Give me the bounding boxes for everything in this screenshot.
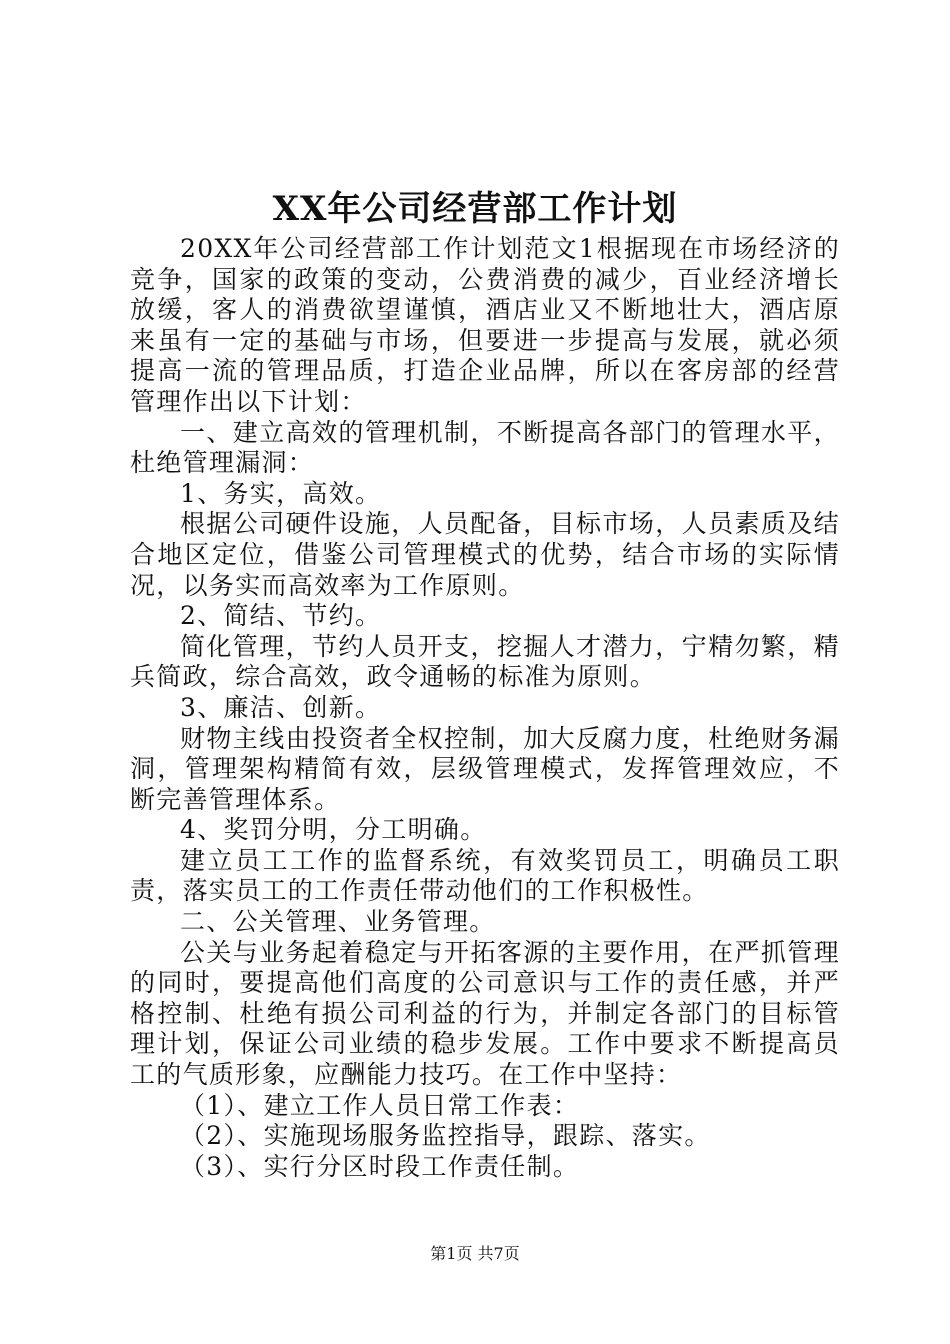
paragraph: 公关与业务起着稳定与开拓客源的主要作用，在严抓管理的同时，要提高他们高度的公司意识与工作的责任感，并严格控制、杜绝有损公司利益的行为，并制定各部门的目标管理计划，保证公司业绩的稳步发展。工作中要求不断提高员工的气质形象，应酬能力技巧。在工作中坚持： [130, 937, 840, 1090]
paragraph: 简化管理，节约人员开支，挖掘人才潜力，宁精勿繁，精兵简政，综合高效，政令通畅的标准为原则。 [130, 631, 840, 692]
paragraph: 4、奖罚分明，分工明确。 [180, 815, 487, 845]
paragraph: 1、务实，高效。 [180, 478, 382, 508]
page-footer: 第1页 共7页 [430, 1244, 520, 1263]
paragraph: （2）、实施现场服务监控指导，跟踪、落实。 [180, 1121, 711, 1151]
paragraph: 建立员工工作的监督系统，有效奖罚员工，明确员工职责，落实员工的工作责任带动他们的工作积极性。 [130, 845, 840, 906]
paragraph: 一、建立高效的管理机制，不断提高各部门的管理水平，杜绝管理漏洞： [130, 417, 840, 478]
document-title: XX年公司经营部工作计划 [272, 189, 678, 229]
paragraph: 财物主线由投资者全权控制，加大反腐力度，杜绝财务漏洞，管理架构精简有效，层级管理模式，发挥管理效应，不断完善管理体系。 [130, 723, 840, 814]
paragraph: 根据公司硬件设施，人员配备，目标市场，人员素质及结合地区定位，借鉴公司管理模式的优势，结合市场的实际情况，以务实而高效率为工作原则。 [130, 509, 840, 600]
paragraph: 二、公关管理、业务管理。 [180, 907, 496, 937]
paragraph: 3、廉洁、创新。 [180, 692, 382, 722]
paragraph: 2、简结、节约。 [180, 601, 382, 631]
paragraph: 20XX年公司经营部工作计划范文1根据现在市场经济的竞争，国家的政策的变动，公费消费的减少，百业经济增长放缓，客人的消费欲望谨慎，酒店业又不断地壮大，酒店原来虽有一定的基础与市场，但要进一步提高与发展，就必须提高一流的管理品质，打造企业品牌，所以在客房部的经营管理作出以下计划： [130, 234, 840, 416]
paragraph: （1）、建立工作人员日常工作表： [180, 1090, 580, 1120]
paragraph: （3）、实行分区时段工作责任制。 [180, 1151, 580, 1181]
document-body [130, 234, 840, 1182]
